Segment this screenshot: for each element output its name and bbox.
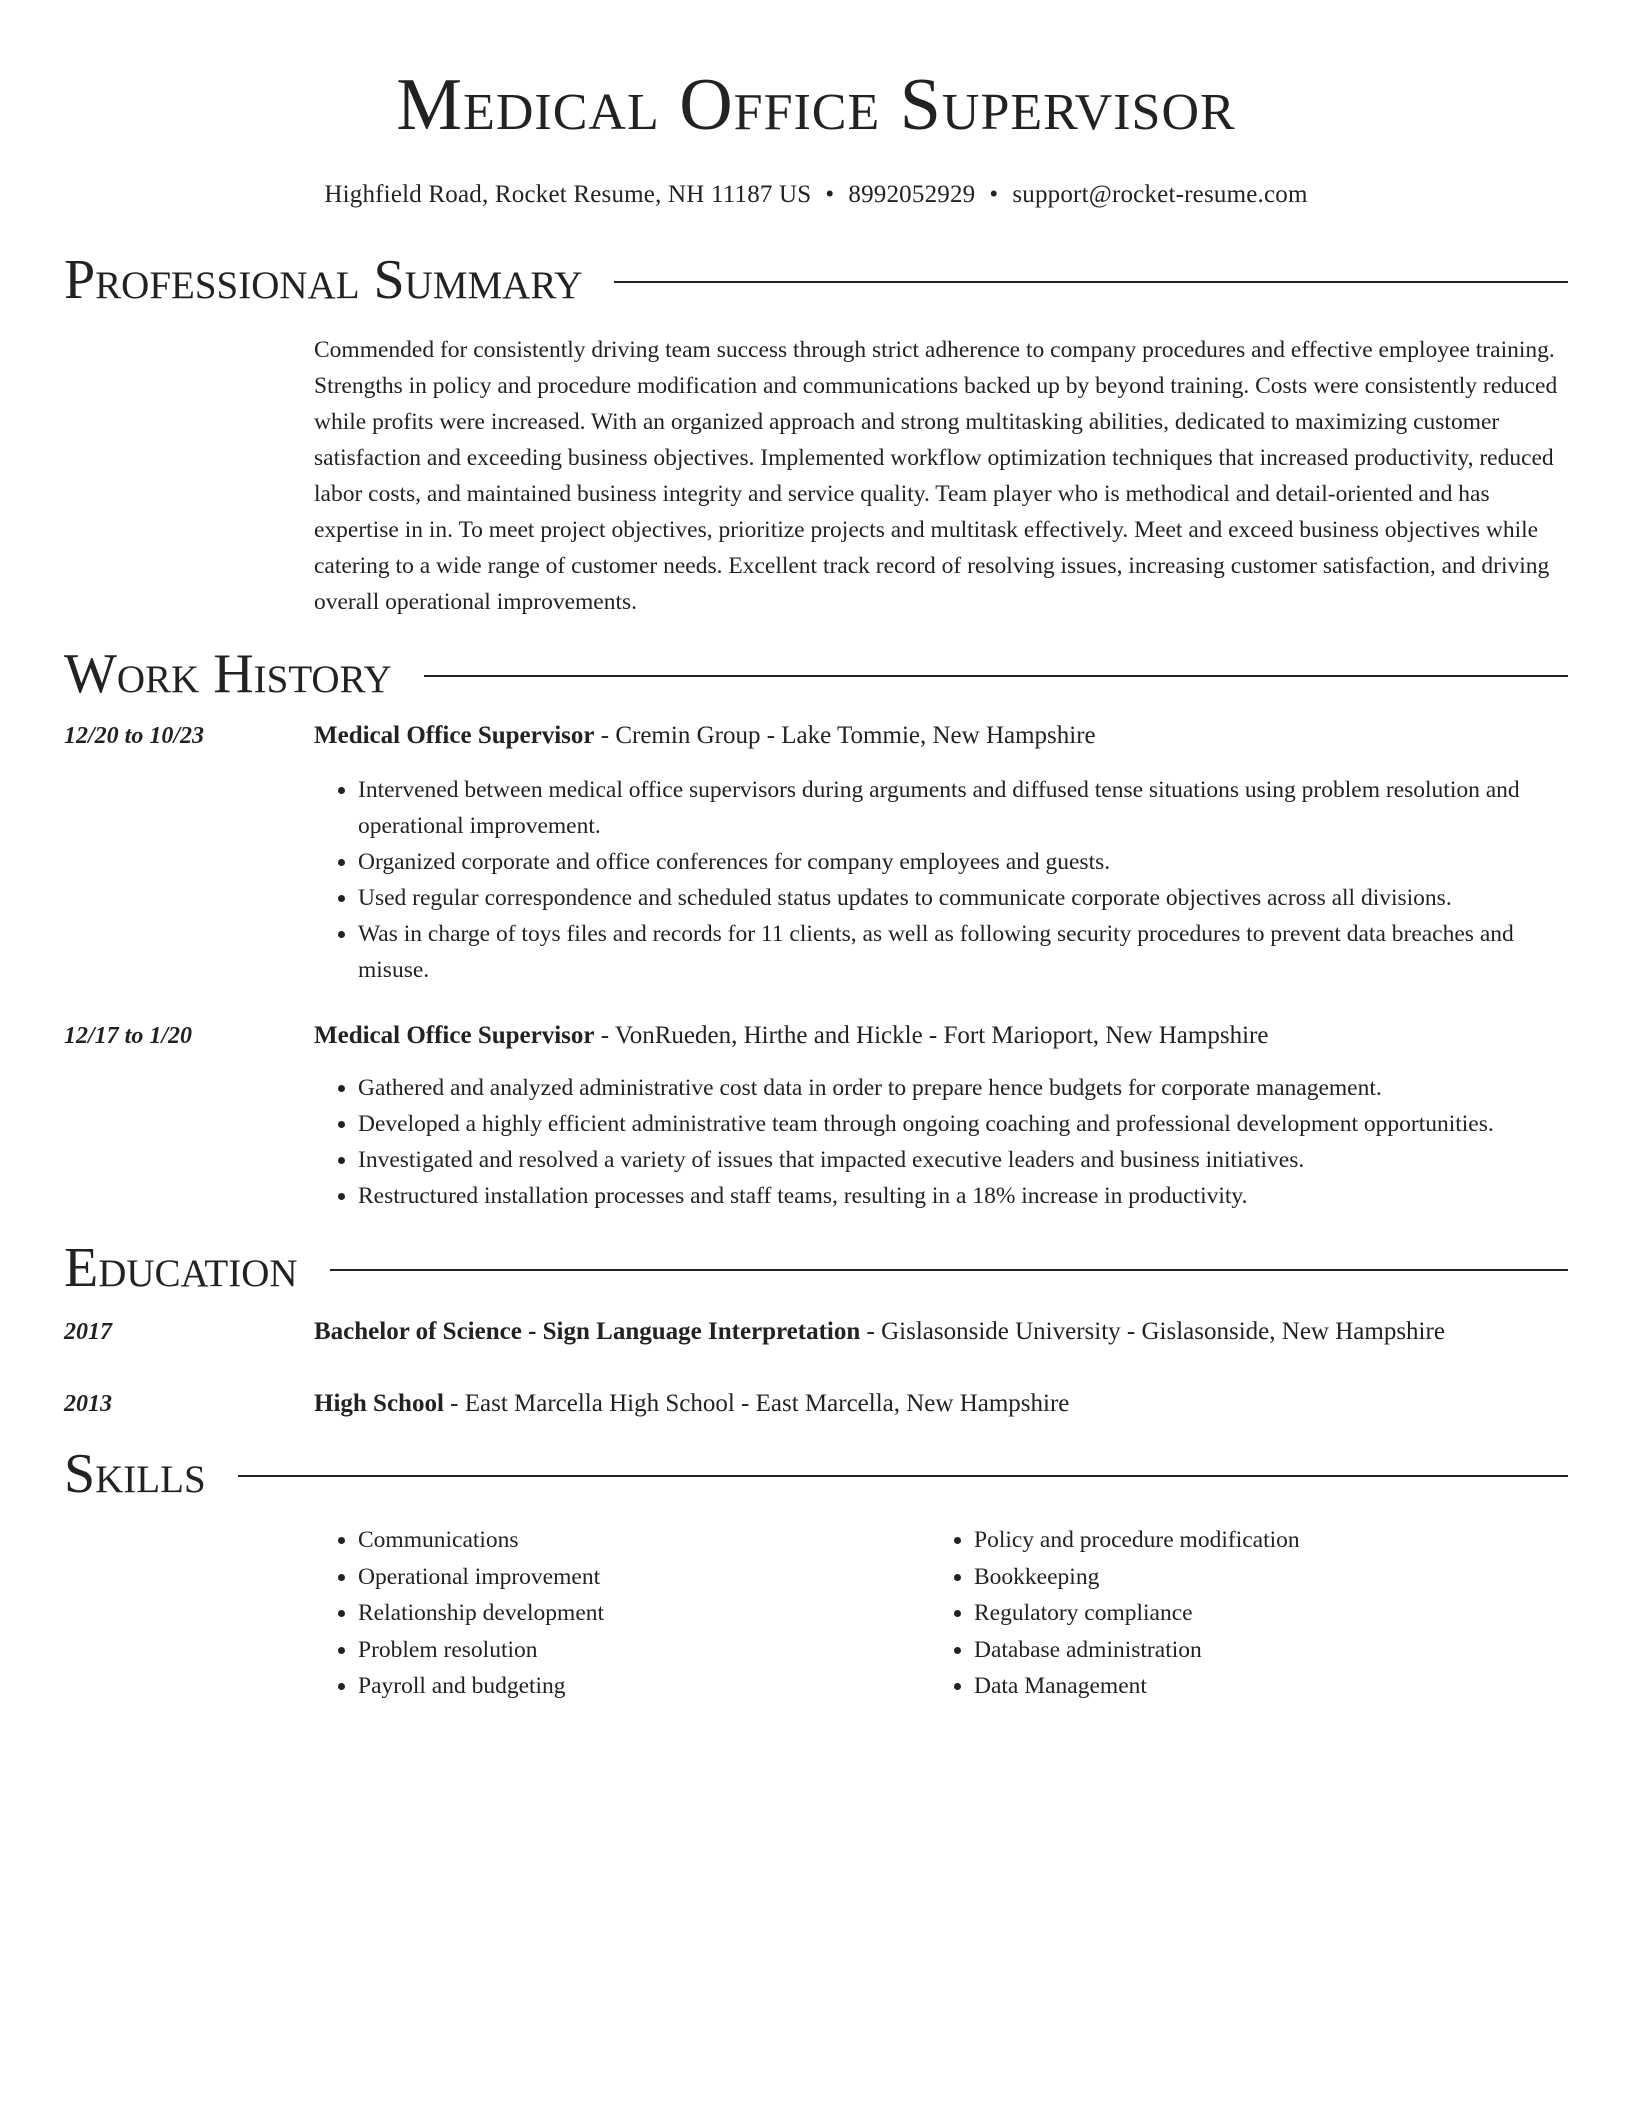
job-title-line xyxy=(314,718,1568,754)
job-details: - VonRueden, Hirthe and Hickle - Fort Marioport, New Hampshire xyxy=(594,1022,1269,1049)
skill-item: • Operational improvement xyxy=(358,1559,930,1596)
job-bullet: • Was in charge of toys files and records for 11 clients, as well as following security procedures to prevent data breaches and misuse. xyxy=(358,916,1568,988)
education-entry xyxy=(64,1386,1568,1422)
skill-item: • Relationship development xyxy=(358,1595,930,1632)
job-bullet: • Gathered and analyzed administrative cost data in order to prepare hence budgets for corporate management. xyxy=(358,1070,1568,1106)
summary-section-header xyxy=(64,248,1568,312)
work-heading: Work History xyxy=(64,643,392,705)
education-year: 2017 xyxy=(64,1319,112,1345)
section-divider xyxy=(330,1269,1568,1271)
skill-item: • Payroll and budgeting xyxy=(358,1668,930,1705)
skills-section-header xyxy=(64,1442,1568,1506)
contact-line xyxy=(64,180,1568,210)
education-year: 2013 xyxy=(64,1391,112,1417)
education-entry xyxy=(64,1314,1568,1350)
job-bullet: • Used regular correspondence and scheduled status updates to communicate corporate objectives across all divisions. xyxy=(358,880,1568,916)
skill-item: • Regulatory compliance xyxy=(974,1595,1546,1632)
education-heading: Education xyxy=(64,1237,298,1299)
education-body xyxy=(314,1314,1568,1350)
education-details: - East Marcella High School - East Marcella, New Hampshire xyxy=(443,1390,1070,1417)
job-title-line xyxy=(314,1018,1568,1054)
contact-phone: 8992052929 xyxy=(848,181,976,208)
summary-heading: Professional Summary xyxy=(64,249,583,311)
education-details: - Gislasonside University - Gislasonside, New Hampshire xyxy=(860,1318,1445,1345)
job-dates: 12/20 to 10/23 xyxy=(64,723,205,749)
skill-item: • Problem resolution xyxy=(358,1632,930,1669)
skills-column-right xyxy=(930,1522,1546,1705)
job-bullets xyxy=(314,1070,1568,1214)
job-bullet: • Restructured installation processes and staff teams, resulting in a 18% increase in productivity. xyxy=(358,1178,1568,1214)
education-degree: High School xyxy=(314,1390,444,1417)
section-divider xyxy=(238,1475,1568,1477)
summary-text: Commended for consistently driving team success through strict adherence to company procedures and effective employee training. Strengths in policy and procedure modification and communications backed up by beyond training. Costs were consistently reduced while profits were increased. With an organized approach and strong multitasking abilities, dedicated to maximizing customer satisfaction and exceeding business objectives. Implemented workflow optimization techniques that increased productivity, reduced labor costs, and maintained business integrity and service quality. Team player who is methodical and detail-oriented and has expertise in in. To meet project objectives, prioritize projects and multitask effectively. Meet and exceed business objectives while catering to a wide range of customer needs. Excellent track record of resolving issues, increasing customer satisfaction, and driving overall operational improvements. xyxy=(314,337,1558,615)
job-body xyxy=(314,718,1568,988)
job-bullet: • Developed a highly efficient administrative team through ongoing coaching and professional development opportunities. xyxy=(358,1106,1568,1142)
job-details: - Cremin Group - Lake Tommie, New Hampshire xyxy=(594,722,1096,749)
job-dates: 12/17 to 1/20 xyxy=(64,1023,193,1049)
skills-column-left xyxy=(314,1522,930,1705)
skills-heading: Skills xyxy=(64,1443,206,1505)
education-title-line xyxy=(314,1386,1568,1422)
job-entry xyxy=(64,718,1568,988)
contact-separator: • xyxy=(989,181,999,208)
job-bullet: • Investigated and resolved a variety of issues that impacted executive leaders and business initiatives. xyxy=(358,1142,1568,1178)
skill-item: • Communications xyxy=(358,1522,930,1559)
candidate-name: Medical Office Supervisor xyxy=(396,64,1236,146)
education-degree: Bachelor of Science - Sign Language Interpretation xyxy=(314,1318,861,1345)
skill-item: • Policy and procedure modification xyxy=(974,1522,1546,1559)
skill-item: • Bookkeeping xyxy=(974,1559,1546,1596)
contact-separator: • xyxy=(825,181,835,208)
skill-item: • Database administration xyxy=(974,1632,1546,1669)
contact-address: Highfield Road, Rocket Resume, NH 11187 US xyxy=(324,181,812,208)
skill-item: • Data Management xyxy=(974,1668,1546,1705)
education-section-header xyxy=(64,1236,1568,1300)
work-section-header xyxy=(64,642,1568,706)
section-divider xyxy=(614,281,1568,283)
job-bullets xyxy=(314,772,1568,988)
job-body xyxy=(314,1018,1568,1214)
job-title: Medical Office Supervisor xyxy=(314,1022,595,1049)
job-bullet: • Intervened between medical office supervisors during arguments and diffused tense situations using problem resolution and operational improvement. xyxy=(358,772,1568,844)
job-entry xyxy=(64,1018,1568,1214)
contact-email[interactable]: support@rocket-resume.com xyxy=(1012,181,1308,208)
job-bullet: • Organized corporate and office conferences for company employees and guests. xyxy=(358,844,1568,880)
education-body xyxy=(314,1386,1568,1422)
section-divider xyxy=(424,675,1568,677)
education-title-line xyxy=(314,1314,1568,1350)
skills-list xyxy=(314,1522,1568,1705)
job-title: Medical Office Supervisor xyxy=(314,722,595,749)
